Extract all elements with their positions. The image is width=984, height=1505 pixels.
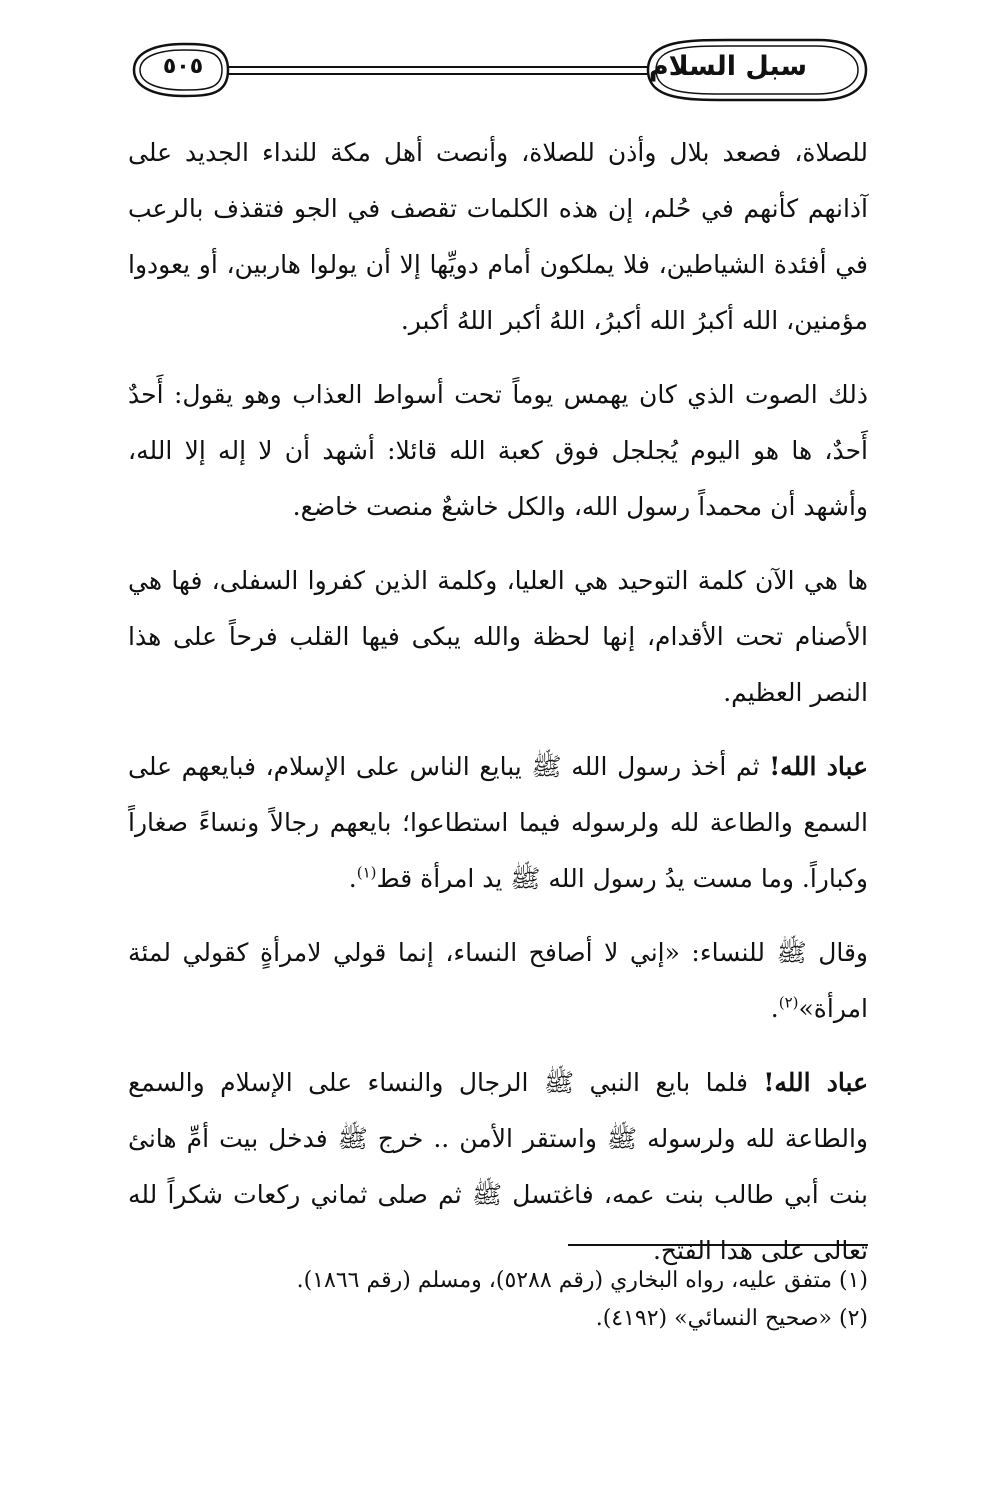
footnote-divider [568,1244,868,1246]
paragraph-text: فلما بايع النبي ﷺ الرجال والنساء على الإسلام والسمع والطاعة لله ولرسوله ﷺ واستقر الأمن .. خرج ﷺ فدخل بيت أمِّ هانئ بنت أبي طالب بنت عمه، فاغتسل ﷺ ثم صلى ثماني ركعات شكراً لله تعالى على هذا الفتح. [128,1068,868,1265]
book-title: سبل السلام [648,51,808,82]
footnote: (١) متفق عليه، رواه البخاري (رقم ٥٢٨٨)، ومسلم (رقم ١٨٦٦). [296,1268,868,1293]
paragraph [128,553,868,721]
footnote: (٢) «صحيح النسائي» (٤١٩٢). [595,1306,868,1331]
paragraph [128,739,868,907]
main-text [128,125,868,1297]
paragraph-text: ثم أخذ رسول الله ﷺ يبايع الناس على الإسلام، فبايعهم على السمع والطاعة لله ولرسوله فيما استطاعوا؛ بايعهم رجالاً ونساءً صغاراً وكباراً. وما مست يدُ رسول الله ﷺ يد امرأة قط [128,752,868,893]
paragraph-lead: عباد الله! [763,1068,868,1097]
paragraph-lead: عباد الله! [769,752,869,781]
paragraph [128,125,868,349]
page-header [128,34,868,110]
footnote-ref[interactable]: (١) [356,863,377,882]
paragraph-text: ها هي الآن كلمة التوحيد هي العليا، وكلمة الذين كفروا السفلى، فها هي الأصنام تحت الأقدام، إنها لحظة والله يبكى فيها القلب فرحاً على هذا النصر العظيم. [128,566,868,707]
footnote-ref[interactable]: (٢) [778,993,799,1012]
page-number: ٥٠٥ [162,54,204,79]
footnotes [128,1262,868,1338]
paragraph [128,367,868,535]
paragraph [128,925,868,1037]
paragraph-text: وقال ﷺ للنساء: «إني لا أصافح النساء، إنما قولي لامرأةٍ كقولي لمئة امرأة» [128,938,868,1023]
paragraph-tail: . [770,994,779,1023]
paragraph-text: ذلك الصوت الذي كان يهمس يوماً تحت أسواط العذاب وهو يقول: أَحدٌ أَحدٌ، ها هو اليوم يُجلجل فوق كعبة الله قائلا: أشهد أن لا إله إلا الله، وأشهد أن محمداً رسول الله، والكل خاشعٌ منصت خاضع. [128,380,868,521]
paragraph-text: للصلاة، فصعد بلال وأذن للصلاة، وأنصت أهل مكة للنداء الجديد على آذانهم كأنهم في حُلم، إن هذه الكلمات تقصف في الجو فتقذف بالرعب في أفئدة الشياطين، فلا يملكون أمام دويِّها إلا أن يولوا هاربين، أو يعودوا مؤمنين، الله أكبرُ الله أكبرُ، اللهُ أكبر اللهُ أكبر. [128,138,868,335]
paragraph-tail: . [348,864,357,893]
